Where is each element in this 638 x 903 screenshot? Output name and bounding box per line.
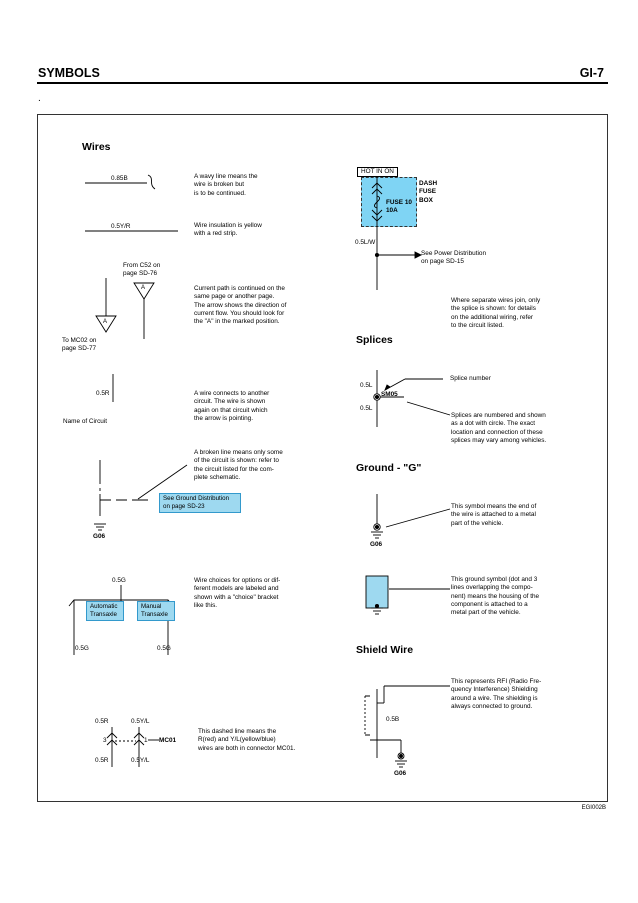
broken-description: A broken line means only some of the circuit is shown: refer to the circuit listed for the com- plete schematic. [194,449,283,481]
shield-wire-label: 0.5B [386,716,400,723]
choice-right-label: 0.5G [157,645,171,652]
connect-description: A wire connects to another circuit. The wire is shown again on that circuit which the arrow is pointing. [194,390,270,422]
splice-description: Splices are numbered and shown as a dot with circle. The exact location and connection of these splices may vary among vehicles. [451,412,547,444]
page-number: GI-7 [579,66,604,80]
ground-heading: Ground - "G" [356,462,422,474]
manual-transaxle-box: Manual Transaxle [137,601,175,621]
arrow-letter-top: A [141,285,146,291]
splice-wire-bottom-label: 0.5L [360,405,373,412]
grounded-component [366,576,388,608]
choice-description: Wire choices for options or dif- ferent models are labeled and shown with a "choice" bracket like this. [194,577,281,609]
figure-code: EGI002B [581,805,606,811]
power-distribution-ref: See Power Distribution on page SD-15 [421,250,487,266]
splice-number-label: Splice number [450,375,491,382]
shield-ground-tag: G06 [394,770,407,777]
ground-description-2: This ground symbol (dot and 3 lines overlapping the compo- nent) means the housing of the component is attached to a metal part of the vehicle. [451,576,540,617]
wavy-description: A wavy line means the wire is broken but is to be continued. [194,173,258,197]
splices-heading: Splices [356,334,393,346]
hot-in-on-label: HOT IN ON [357,167,398,177]
header-dot: . [38,93,41,104]
automatic-transaxle-box: Automatic Transaxle [86,601,124,621]
ground-pointer [386,509,450,527]
choice-top-label: 0.5G [112,577,126,584]
ground-description-1: This symbol means the end of the wire is attached to a metal part of the vehicle. [451,503,537,527]
fuse-name: FUSE 10 10A [386,199,412,215]
join-description: Where separate wires join, only the splice is shown: for details on the additional wiring, refer to the circuit listed. [451,297,541,329]
shield-heading: Shield Wire [356,644,414,656]
stripe-description: Wire insulation is yellow with a red strip. [194,222,262,238]
splice-wire-top-label: 0.5L [360,382,373,389]
mc-bottom-right-label: 0.5Y/L [131,757,150,764]
mc-connector-name: MC01 [159,737,177,744]
stripe-wire-label: 0.5Y/R [111,223,131,230]
page-title: SYMBOLS [38,66,100,80]
to-label: To MC02 on page SD-77 [62,337,97,353]
choice-left-label: 0.5G [75,645,89,652]
dash-fuse-box-label: DASH FUSE BOX [419,180,438,204]
arrow-letter-bottom: A [103,319,108,325]
wavy-wire-label: 0.85B [111,175,128,182]
mc-pin-left: 3 [103,737,107,744]
mc-bottom-left-label: 0.5R [95,757,109,764]
mc-top-right-label: 0.5Y/L [131,718,150,725]
mc-pin-right: 1 [144,737,148,744]
mc-top-left-label: 0.5R [95,718,109,725]
fuse-wire-label: 0.5L/W [355,239,376,246]
from-label: From C52 on page SD-76 [123,262,161,278]
name-of-circuit-label: Name of Circuit [63,418,108,425]
ground-section-tag: G06 [370,541,383,548]
connect-wire-label: 0.5R [96,390,110,397]
wavy-break-symbol [148,175,155,189]
continuation-description: Current path is continued on the same page or another page. The arrow shows the direction of current flow. You should look for the "A" in the marked position. [194,285,287,326]
mc-description: This dashed line means the R(red) and Y/L(yellow/blue) wires are both in connector MC01. [198,728,296,752]
wires-heading: Wires [82,141,111,153]
shield-description: This represents RFI (Radio Fre- quency Interference) Shielding around a wire. The shielding is always connected to ground. [451,678,542,710]
splice-id: SM05 [381,391,398,398]
ground-tag-g06: G06 [93,533,106,540]
ground-distribution-ref: See Ground Distribution on page SD-23 [159,493,241,513]
